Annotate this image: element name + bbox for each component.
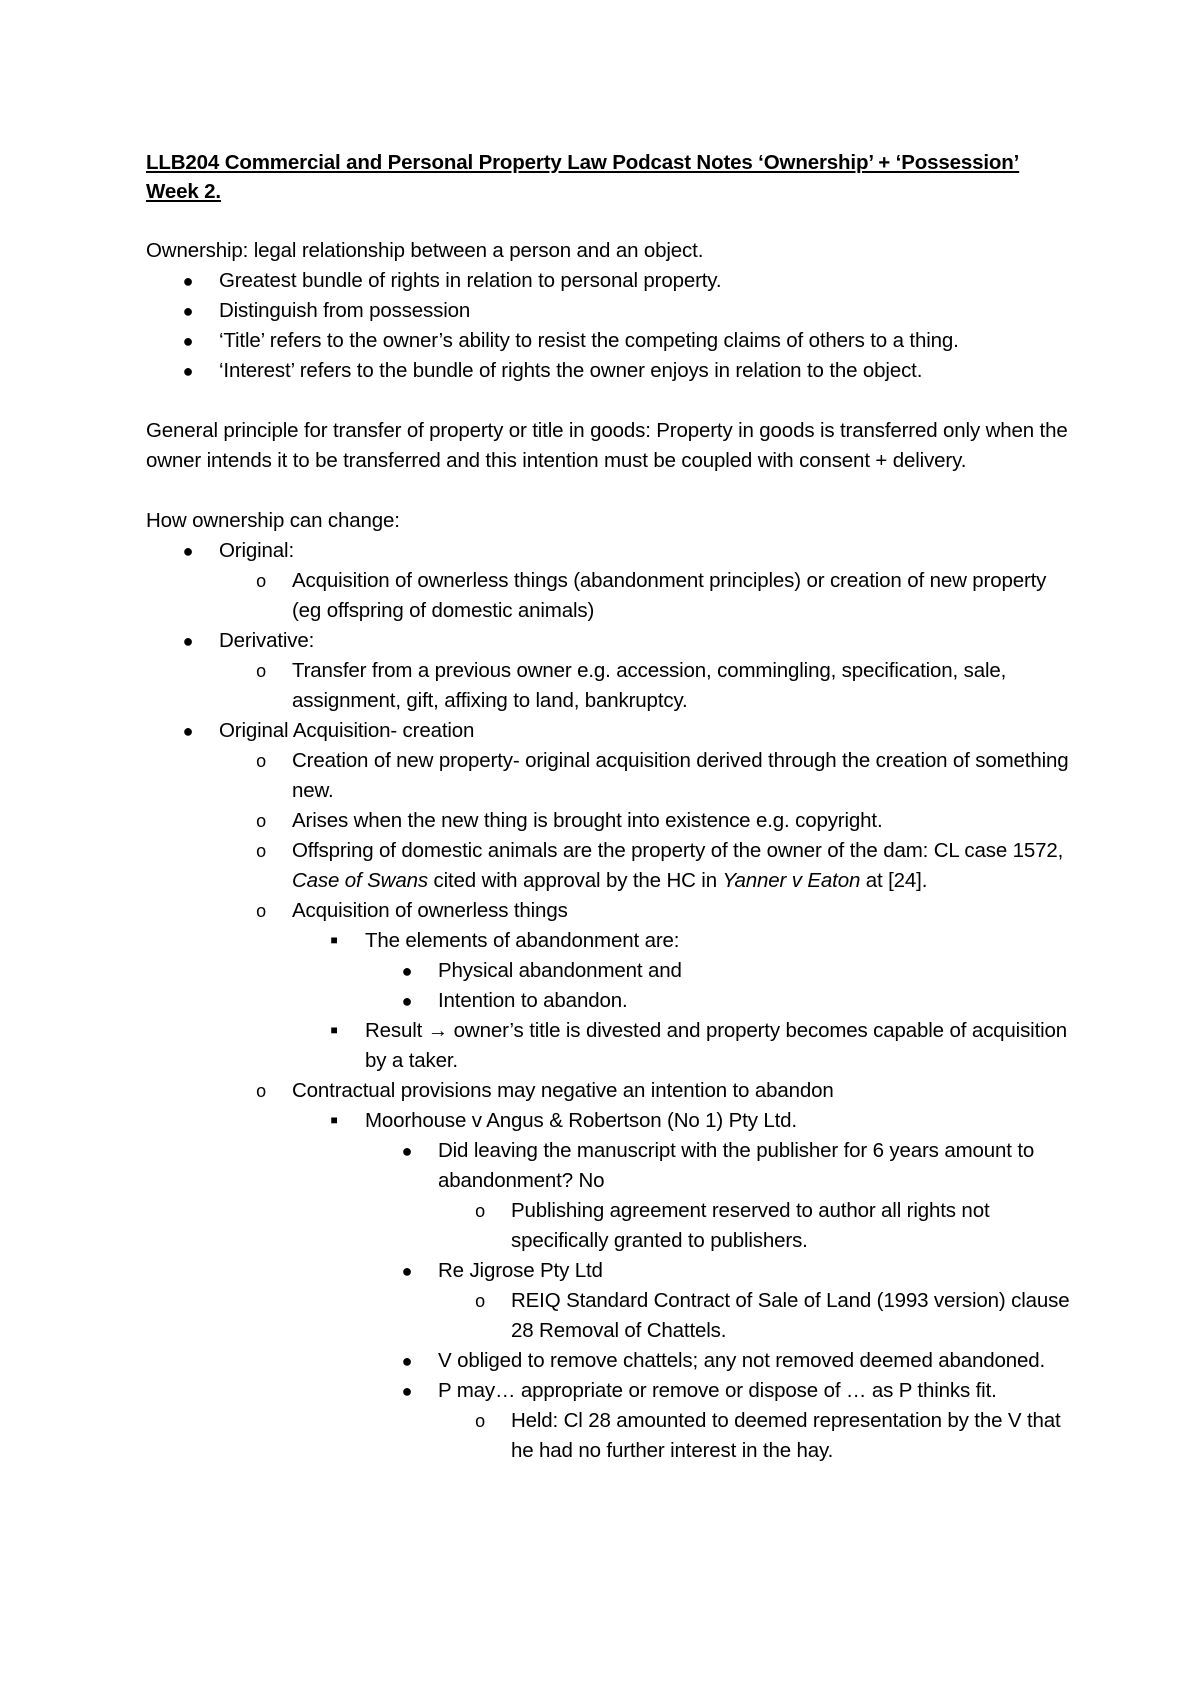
square-bullet-icon: ■ [330, 933, 338, 947]
list-item: o Held: Cl 28 amounted to deemed representation by the V that he had no further interest in the hay. [146, 1406, 1076, 1466]
bullet-icon: ● [182, 301, 194, 321]
bullet-icon: ● [401, 1381, 413, 1401]
title-line-1: LLB204 Commercial and Personal Property Law Podcast Notes ‘Ownership’ + ‘Possession’ [146, 151, 1020, 174]
change-heading: How ownership can change: [146, 509, 400, 532]
right-arrow-icon: → [427, 1019, 449, 1042]
bullet-icon: ● [401, 961, 413, 981]
list-item: o Acquisition of ownerless things [146, 896, 1076, 926]
hollow-bullet-icon: o [475, 1201, 485, 1221]
list-item: ■ Result → owner’s title is divested and property becomes capable of acquisition by a taker. [146, 1016, 1076, 1076]
list-item: ● Greatest bundle of rights in relation to personal property. [146, 266, 1076, 296]
bullet-icon: ● [401, 1141, 413, 1161]
bullet-icon: ● [182, 331, 194, 351]
hollow-bullet-icon: o [256, 661, 266, 681]
hollow-bullet-icon: o [256, 751, 266, 771]
hollow-bullet-icon: o [475, 1291, 485, 1311]
list-item: ● Distinguish from possession [146, 296, 1076, 326]
bullet-icon: ● [182, 721, 194, 741]
square-bullet-icon: ■ [330, 1023, 338, 1037]
bullet-icon: ● [182, 631, 194, 651]
spacer [146, 206, 1076, 236]
square-bullet-icon: ■ [330, 1113, 338, 1127]
list-item: ● Did leaving the manuscript with the publisher for 6 years amount to abandonment? No [146, 1136, 1076, 1196]
list-item-derivative: ● Derivative: [146, 626, 1076, 656]
list-item: ■ Moorhouse v Angus & Robertson (No 1) Pty Ltd. [146, 1106, 1076, 1136]
list-item: ● P may… appropriate or remove or dispose of … as P thinks fit. [146, 1376, 1076, 1406]
hollow-bullet-icon: o [475, 1411, 485, 1431]
bullet-icon: ● [182, 361, 194, 381]
list-item: ● V obliged to remove chattels; any not removed deemed abandoned. [146, 1346, 1076, 1376]
list-item: ● Intention to abandon. [146, 986, 1076, 1016]
hollow-bullet-icon: o [256, 571, 266, 591]
list-item: o Creation of new property- original acquisition derived through the creation of something new. [146, 746, 1076, 806]
bullet-icon: ● [182, 541, 194, 561]
hollow-bullet-icon: o [256, 901, 266, 921]
case-name: Yanner v Eaton [722, 869, 861, 892]
bullet-icon: ● [401, 1261, 413, 1281]
spacer [146, 386, 1076, 416]
bullet-icon: ● [401, 991, 413, 1011]
list-item: o Publishing agreement reserved to author all rights not specifically granted to publishers. [146, 1196, 1076, 1256]
spacer [146, 476, 1076, 506]
document-body [146, 148, 1076, 1466]
list-item: o Acquisition of ownerless things (abandonment principles) or creation of new property (eg offspring of domestic animals) [146, 566, 1076, 626]
ownership-list [146, 266, 1076, 386]
change-list [146, 536, 1076, 1466]
list-item-original: ● Original: [146, 536, 1076, 566]
hollow-bullet-icon: o [256, 811, 266, 831]
hollow-bullet-icon: o [256, 841, 266, 861]
list-item: ● Re Jigrose Pty Ltd [146, 1256, 1076, 1286]
list-item: o Transfer from a previous owner e.g. accession, commingling, specification, sale, assignment, gift, affixing to land, bankruptcy. [146, 656, 1076, 716]
list-item: ● ‘Title’ refers to the owner’s ability to resist the competing claims of others to a thing. [146, 326, 1076, 356]
list-item: o REIQ Standard Contract of Sale of Land (1993 version) clause 28 Removal of Chattels. [146, 1286, 1076, 1346]
document-title [146, 148, 1076, 206]
ownership-intro: Ownership: legal relationship between a person and an object. [146, 239, 704, 262]
case-name: Case of Swans [292, 869, 428, 892]
list-item: o Contractual provisions may negative an intention to abandon [146, 1076, 1076, 1106]
bullet-icon: ● [401, 1351, 413, 1371]
bullet-icon: ● [182, 271, 194, 291]
list-item: ■ The elements of abandonment are: [146, 926, 1076, 956]
list-item: ● ‘Interest’ refers to the bundle of rights the owner enjoys in relation to the object. [146, 356, 1076, 386]
list-item: ● Physical abandonment and [146, 956, 1076, 986]
list-item: o Offspring of domestic animals are the property of the owner of the dam: CL case 1572, Case of Swans cited with approval by the HC in Yanner v Eaton at [24]. [146, 836, 1076, 896]
list-item-original-acquisition: ● Original Acquisition- creation [146, 716, 1076, 746]
list-item: o Arises when the new thing is brought into existence e.g. copyright. [146, 806, 1076, 836]
hollow-bullet-icon: o [256, 1081, 266, 1101]
title-line-2: Week 2. [146, 180, 221, 203]
general-principle: General principle for transfer of property or title in goods: Property in goods is transferred only when the owner intends it to be transferred and this intention must be coupled with consent + delivery. [146, 419, 1068, 472]
